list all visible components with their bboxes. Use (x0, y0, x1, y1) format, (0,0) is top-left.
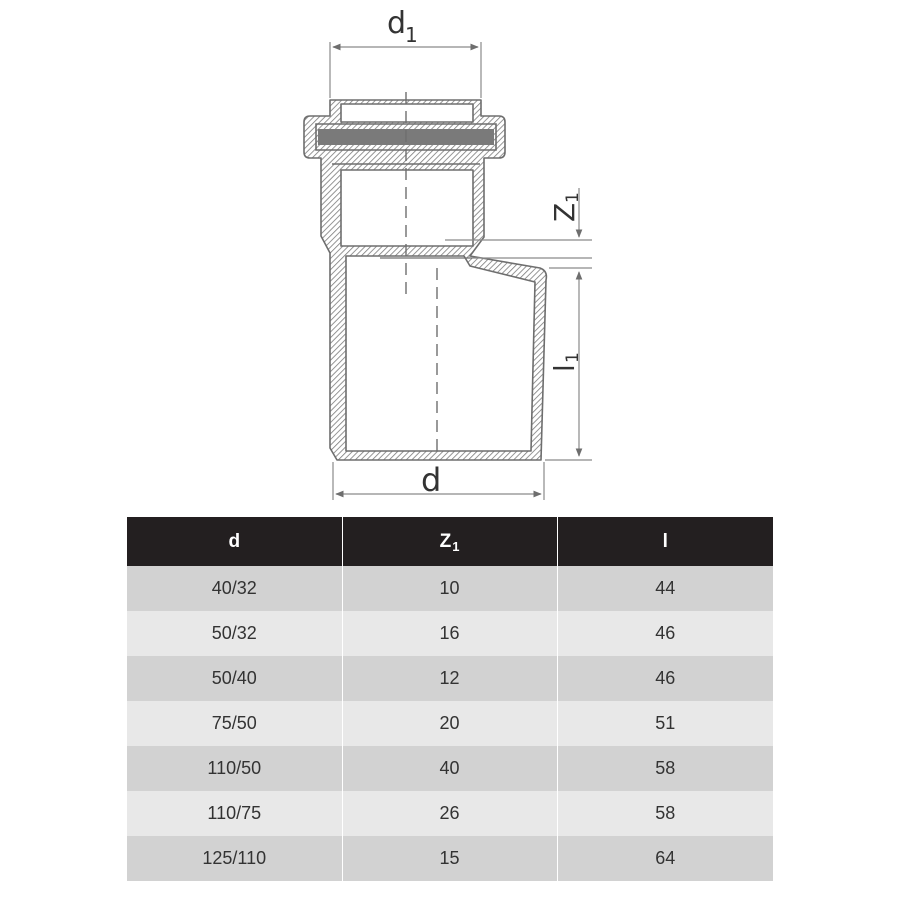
cell-z1: 26 (342, 791, 557, 836)
l1-label: l (548, 364, 581, 372)
table-row (127, 836, 773, 881)
pipe-wall-section (304, 100, 546, 460)
d1-subscript: 1 (405, 23, 418, 47)
cell-l: 46 (557, 611, 773, 656)
table-row (127, 611, 773, 656)
l1-subscript: 1 (563, 352, 583, 363)
cell-z1: 16 (342, 611, 557, 656)
d1-label: d (387, 6, 407, 41)
table-row (127, 701, 773, 746)
z1-subscript: 1 (563, 192, 583, 203)
table-header-row (127, 517, 773, 566)
dimension-table (127, 517, 773, 881)
cell-d: 110/75 (127, 791, 342, 836)
cell-l: 46 (557, 656, 773, 701)
cell-z1: 20 (342, 701, 557, 746)
cell-z1: 40 (342, 746, 557, 791)
cell-l: 58 (557, 791, 773, 836)
cell-l: 51 (557, 701, 773, 746)
table-row (127, 746, 773, 791)
cell-l: 44 (557, 566, 773, 611)
column-header-z1: $Z_1$ (342, 517, 557, 566)
cell-d: 75/50 (127, 701, 342, 746)
column-header-d: d (127, 517, 342, 566)
cell-z1: 15 (342, 836, 557, 881)
cell-z1: 12 (342, 656, 557, 701)
table-row (127, 791, 773, 836)
cell-z1: 10 (342, 566, 557, 611)
cell-d: 40/32 (127, 566, 342, 611)
table-row (127, 656, 773, 701)
cell-l: 58 (557, 746, 773, 791)
z1-label: Z (548, 202, 581, 222)
cell-d: 125/110 (127, 836, 342, 881)
table-row (127, 566, 773, 611)
d-label: d (421, 461, 442, 499)
cell-d: 50/40 (127, 656, 342, 701)
cell-d: 110/50 (127, 746, 342, 791)
cell-d: 50/32 (127, 611, 342, 656)
cell-l: 64 (557, 836, 773, 881)
column-header-l: l (557, 517, 773, 566)
